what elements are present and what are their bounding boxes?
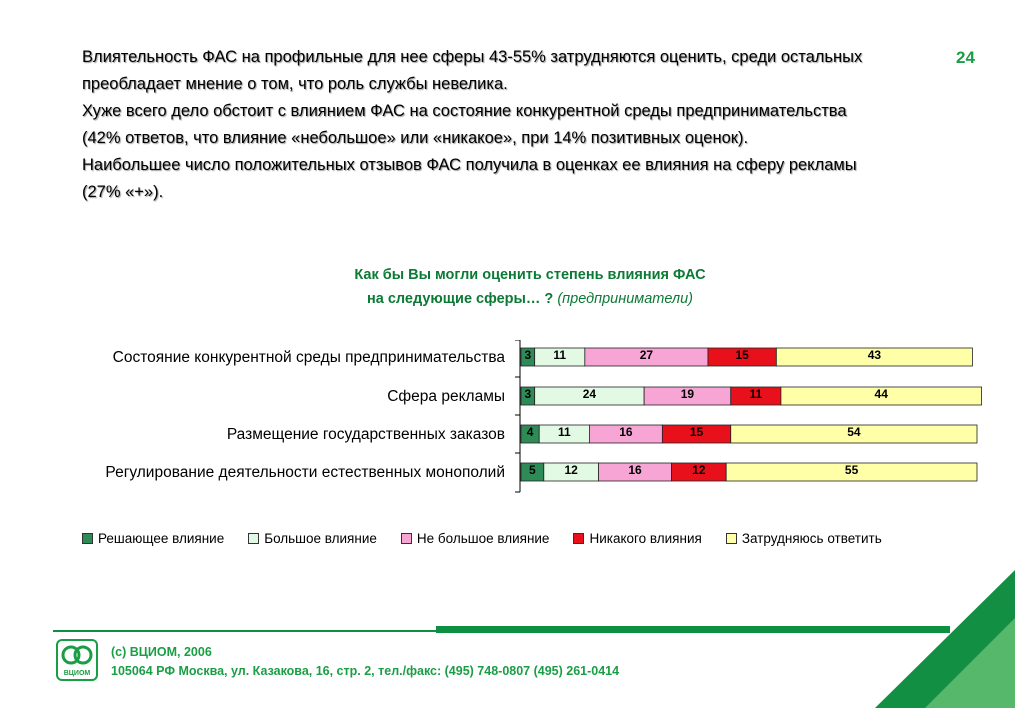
legend-item	[82, 531, 224, 546]
legend-swatch	[573, 533, 584, 544]
data-label: 24	[582, 387, 597, 401]
category-label: Регулирование деятельности естественных монополий	[105, 464, 505, 481]
footer-copyright: (с) ВЦИОМ, 2006	[111, 645, 212, 659]
intro-line: Влиятельность ФАС на профильные для нее сферы 43-55% затрудняются оценить, среди остальных	[82, 48, 863, 66]
chart-legend	[82, 531, 906, 546]
data-label: 12	[692, 463, 706, 477]
intro-line: (27% «+»).	[82, 183, 164, 201]
intro-line: Наибольшее число положительных отзывов ФАС получила в оценках ее влияния на сферу рекламы	[82, 156, 857, 174]
intro-line: (42% ответов, что влияние «небольшое» или «никакое», при 14% позитивных оценок).	[82, 129, 749, 147]
data-label: 11	[557, 425, 571, 439]
data-label: 3	[524, 348, 532, 362]
data-label: 11	[553, 348, 567, 362]
footer-divider	[53, 630, 436, 632]
vciom-logo	[56, 639, 98, 681]
category-label: Состояние конкурентной среды предпринимательства	[112, 349, 505, 366]
data-label: 5	[529, 463, 536, 477]
data-label: 27	[639, 348, 654, 362]
legend-label: Решающее влияние	[98, 531, 225, 546]
data-label: 44	[874, 387, 888, 401]
data-label: 54	[847, 425, 861, 439]
legend-item	[401, 531, 550, 546]
footer-text	[111, 643, 619, 681]
category-label: Размещение государственных заказов	[226, 426, 505, 443]
data-label: 16	[619, 425, 633, 439]
data-label: 15	[689, 425, 704, 439]
legend-swatch	[726, 533, 737, 544]
data-label: 43	[867, 348, 882, 362]
legend-swatch	[401, 533, 412, 544]
intro-line: преобладает мнение о том, что роль службы невелика.	[82, 75, 508, 93]
legend-item	[726, 531, 882, 546]
chart-title	[250, 263, 810, 311]
chart-title-question: на следующие сферы… ?	[366, 291, 554, 307]
stacked-bar-chart	[0, 340, 1023, 500]
data-label: 4	[526, 425, 534, 439]
data-label: 15	[735, 348, 749, 362]
legend-label: Не большое влияние	[416, 531, 550, 546]
corner-triangle-dark	[875, 570, 1015, 708]
logo-icon	[58, 641, 96, 679]
legend-item	[573, 531, 701, 546]
legend-swatch	[82, 533, 93, 544]
intro-text	[82, 44, 962, 206]
chart-title-line: Как бы Вы могли оценить степень влияния ФАС	[354, 267, 706, 283]
data-label: 12	[564, 463, 578, 477]
chart-title-note: (предприниматели)	[557, 291, 694, 307]
legend-item	[248, 531, 377, 546]
data-label: 55	[844, 463, 859, 477]
footer-green-bar	[436, 626, 950, 633]
footer-address: 105064 РФ Москва, ул. Казакова, 16, стр. 2, тел./факс: (495) 748-0807 (495) 261-0414	[111, 664, 620, 678]
legend-label: Большое влияние	[264, 531, 377, 546]
chart-title-line2	[250, 287, 810, 311]
legend-label: Никакого влияния	[589, 531, 702, 546]
legend-swatch	[248, 533, 259, 544]
page-number: 24	[956, 48, 975, 67]
legend-label: Затрудняюсь ответить	[741, 531, 882, 546]
category-label: Сфера рекламы	[387, 388, 505, 405]
intro-line: Хуже всего дело обстоит с влиянием ФАС на состояние конкурентной среды предпринимательства	[82, 102, 847, 120]
data-label: 11	[749, 387, 763, 401]
data-label: 19	[680, 387, 695, 401]
data-label: 16	[628, 463, 642, 477]
logo-text: ВЦИОМ	[63, 670, 91, 677]
data-label: 3	[524, 387, 532, 401]
